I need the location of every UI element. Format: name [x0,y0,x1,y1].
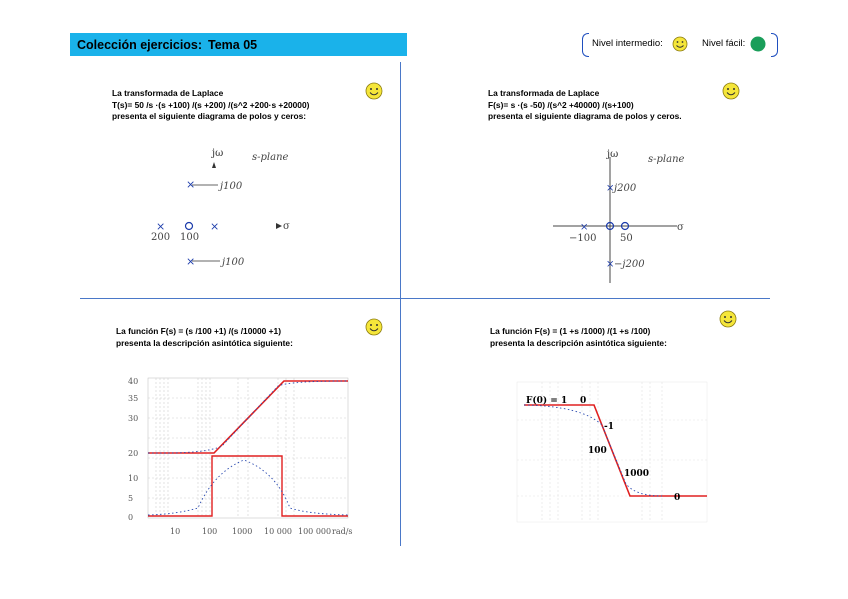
smiley-face-icon [672,36,688,52]
jw-axis-label: jω [607,149,619,160]
tick-label: 100 [180,232,200,243]
page-title: Colección ejercicios: [77,38,203,52]
exercise-text-line: T(s)= 50 /s ·(s +100) /(s +200) /(s^2 +200·s +20000) [112,99,310,110]
bode-plot-exercise-4 [512,380,712,530]
jw-axis-label: jω [212,148,224,159]
slope-zero-label: 0 [674,493,681,503]
x-tick-label: rad/s [332,527,353,536]
exercise-1-statement [112,88,309,123]
tick-label: 50 [620,233,633,244]
bode-plot-exercise-3 [118,372,358,538]
s-plane-label: s-plane [648,154,685,165]
y-tick-label: 30 [128,414,139,423]
j100-top-label: j100 [220,181,243,192]
smiley-face-icon [719,310,737,328]
x-tick-label: 10 [170,527,181,536]
left-brace [582,33,589,57]
tick-label: 200 [151,232,171,243]
pole-mark: × [210,220,220,233]
green-circle-icon [750,36,766,52]
difficulty-legend [582,33,778,57]
topic-label: Tema 05 [208,38,258,52]
smiley-face-icon [365,82,383,100]
minus-j200-label: −j200 [614,259,645,270]
vertical-divider [400,62,401,546]
j100-bottom-label: j100 [222,257,245,268]
y-tick-label: 10 [128,474,139,483]
pole-mark: × [606,183,615,194]
sigma-axis-label: σ [283,221,290,232]
y-tick-label: 35 [128,394,139,403]
exercise-4-statement [490,326,667,349]
exercise-text-line: La función F(s) = (1 +s /1000) /(1 +s /100) [490,326,651,336]
easy-level-label: Nivel fácil: [702,38,746,49]
exercise-3-statement [116,326,293,349]
pole-mark: × [186,255,196,268]
f0-label: F(0) = 1 [526,396,568,406]
x-tick-label: 1000 [232,527,253,536]
sigma-axis-label: σ [677,222,684,233]
slope-minus-one-label: -1 [604,422,614,432]
y-tick-label: 0 [128,513,134,522]
exercise-text-line: presenta el siguiente diagrama de polos y ceros: [112,111,307,121]
exercise-text-line: presenta la descripción asintótica siguiente: [116,337,293,348]
y-tick-label: 40 [128,377,139,386]
slope-zero-label: 0 [580,396,587,406]
pole-mark: × [606,259,615,270]
pole-zero-diagram-1 [140,140,310,275]
zero-mark [186,223,193,230]
exercise-text-line: La transformada de Laplace [488,88,600,98]
x-tick-label: 10 000 [264,527,292,536]
right-brace [771,33,778,57]
smiley-face-icon [365,318,383,336]
x-tick-label: 100 [202,527,218,536]
horizontal-divider [80,298,770,299]
pole-mark: × [580,222,589,233]
j200-label: j200 [614,183,637,194]
exercise-text-line: La función F(s) = (s /100 +1) /(s /10000 +1) [116,326,282,336]
pole-mark: × [186,178,196,191]
exercise-text-line: La transformada de Laplace [112,88,224,98]
pole-mark: × [156,220,166,233]
intermediate-level-label: Nivel intermedio: [592,38,663,49]
corner-100-label: 100 [588,446,607,456]
exercise-text-line: presenta el siguiente diagrama de polos y ceros. [488,111,682,121]
exercise-2-statement [488,88,682,123]
corner-1000-label: 1000 [624,469,650,479]
x-tick-label: 100 000 [298,527,332,536]
exercise-text-line: F(s)= s ·(s -50) /(s^2 +40000) /(s+100) [488,99,634,110]
y-tick-label: 5 [128,494,134,503]
pole-zero-diagram-2 [545,145,695,285]
s-plane-label: s-plane [252,152,289,163]
exercise-text-line: presenta la descripción asintótica siguiente: [490,337,667,348]
tick-label: −100 [569,233,597,244]
smiley-face-icon [722,82,740,100]
y-tick-label: 20 [128,449,139,458]
